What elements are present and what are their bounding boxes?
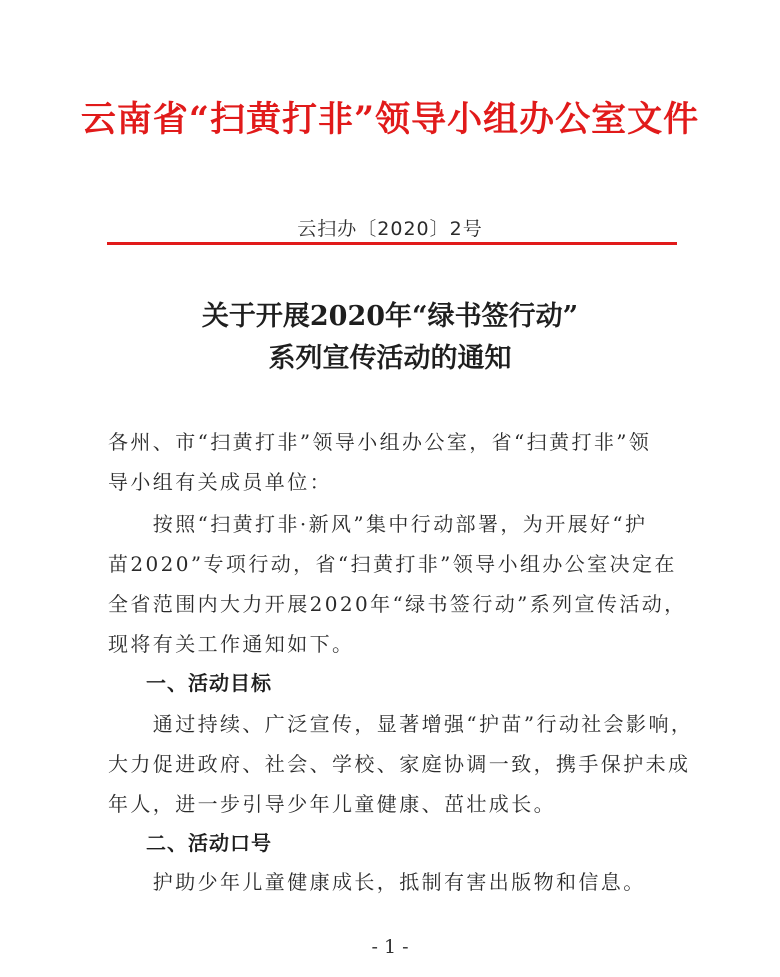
addressee-line-2: 导小组有关成员单位： [108, 470, 332, 494]
notice-title [0, 296, 780, 380]
section-heading-slogan: 二、活动口号 [146, 831, 272, 855]
paragraph-line: 现将有关工作通知如下。 [108, 632, 355, 656]
document-header: 云南省“扫黄打非”领导小组办公室文件 [80, 99, 700, 140]
paragraph-line: 苗2020”专项行动，省“扫黄打非”领导小组办公室决定在 [108, 552, 677, 576]
paragraph-line: 年人，进一步引导少年儿童健康、茁壮成长。 [108, 792, 556, 816]
page-number: - 1 - [371, 936, 409, 958]
red-divider-line [107, 242, 677, 245]
document-number: 云扫办〔2020〕2号 [297, 218, 483, 240]
paragraph-line: 通过持续、广泛宣传，显著增强“护苗”行动社会影响， [108, 712, 694, 736]
paragraph-line: 大力促进政府、社会、学校、家庭协调一致，携手保护未成 [108, 752, 691, 776]
section-heading-goals: 一、活动目标 [146, 671, 272, 695]
title-line-1: 关于开展2020年“绿书签行动” [201, 301, 579, 332]
title-line-2: 系列宣传活动的通知 [268, 343, 512, 374]
paragraph-line: 按照“扫黄打非·新风”集中行动部署，为开展好“护 [108, 512, 648, 536]
paragraph-line: 护助少年儿童健康成长，抵制有害出版物和信息。 [108, 870, 646, 894]
addressee-line-1: 各州、市“扫黄打非”领导小组办公室，省“扫黄打非”领 [108, 430, 652, 454]
paragraph-line: 全省范围内大力开展2020年“绿书签行动”系列宣传活动， [108, 592, 687, 616]
